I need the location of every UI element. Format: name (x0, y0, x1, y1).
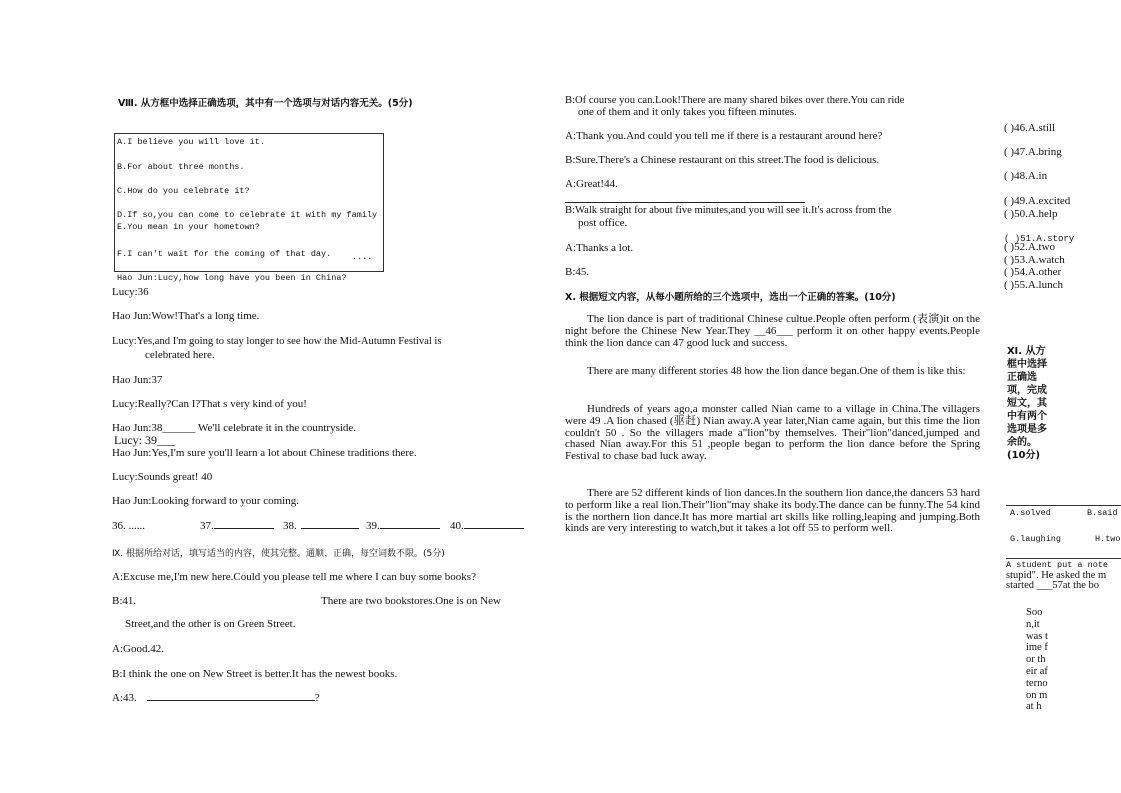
choice-46: ( )46.A.still (1004, 122, 1056, 134)
section-9-title: Ⅸ. 根据所给对话，填写适当的内容，使其完整。通顺、正确，每空词数不限。(5分) (112, 549, 445, 559)
option-d: D.If so,you can come to celebrate it with my family (117, 210, 378, 220)
options-rule (1006, 558, 1121, 559)
dialogue-line: Lucy:36 (112, 286, 149, 298)
option-said: B.said (1087, 508, 1118, 518)
answer-37: 37. (200, 520, 274, 532)
dialogue-line: Hao Jun:38______ We'll celebrate it in the countryside. (112, 422, 357, 434)
box-dots: .... (352, 252, 373, 262)
dialogue-line: Lucy:Really?Can I?That s very kind of you! (112, 398, 307, 410)
mid-line: post office. (578, 217, 628, 229)
mid-line: B:Sure.There's a Chinese restaurant on this street.The food is delicious. (565, 154, 880, 166)
options-rule (1006, 505, 1121, 506)
choice-49: ( )49.A.excited (1004, 195, 1071, 207)
story-line: started ___57at the bo (1006, 580, 1100, 591)
dialogue-line: Hao Jun:Yes,I'm sure you'll learn a lot about Chinese traditions there. (112, 447, 417, 459)
dialogue-line: Hao Jun:Lucy,how long have you been in China? (117, 273, 347, 283)
section-8-title: Ⅷ. 从方框中选择正确选项，其中有一个选项与对话内容无关。(5分) (118, 98, 413, 109)
passage-p1: The lion dance is part of traditional Chinese cultue.People often perform (表演)it on the night before the Chinese New Year.They __46___ perform it on other happy events.People think the lion dance can 47 good luck and success. (565, 313, 980, 349)
answer-38: 38. (283, 520, 359, 532)
choice-50: ( )50.A.help (1004, 208, 1058, 220)
dialogue-line: Hao Jun:Looking forward to your coming. (112, 495, 299, 507)
s9-line: There are two bookstores.One is on New (321, 595, 501, 607)
section-10-title: Ⅹ. 根据短文内容，从每小题所给的三个选项中，选出一个正确的答案。(10分) (565, 292, 896, 303)
dialogue-line: Lucy:Sounds great! 40 (112, 471, 213, 483)
s9-line: Street,and the other is on Green Street. (125, 618, 296, 630)
narrow-story-column: Soon,it was time for their afternoon mat h (1026, 607, 1048, 713)
option-laughing: G.laughing (1010, 534, 1062, 544)
s9-line: B:I think the one on New Street is better.It has the newest books. (112, 668, 398, 680)
s9-line: A:Excuse me,I'm new here.Could you please tell me where I can buy some books? (112, 571, 476, 583)
s9-line: A:43. ? (112, 692, 320, 704)
dialogue-line: Hao Jun:37 (112, 374, 163, 386)
answer-36: 36. ...... (112, 520, 145, 532)
s9-line: B:41. (112, 595, 137, 607)
section-11-title: Ⅺ. 从方框中选择正确选项，完成短文，其中有两个选项是多余的。(10分) (1007, 346, 1047, 461)
option-c: C.How do you celebrate it? (117, 186, 250, 196)
dialogue-line: Lucy: 39___ (114, 433, 175, 447)
mid-line: A:Thank you.And could you tell me if there is a restaurant around here? (565, 130, 883, 142)
choice-54: ( )54.A.other (1004, 266, 1062, 278)
passage-p3: Hundreds of years ago,a monster called Nian came to a village in China.The villagers were 49 .A lion chased (驱赶) Nian away.A year later,Nian came again, but this time the lion couldn't 50 . So the villagers made a"lion"by themselves. Their"lion"danced,jumped and chased Nian away.For this 51 ,people began to perform the lion dance before the Spring Festival to chase bad luck away. (565, 403, 980, 463)
option-two: H.two (1095, 534, 1121, 544)
choice-51: ( )51.A.story (1004, 234, 1075, 244)
option-f: F.I can't wait for the coming of that day. (117, 249, 332, 259)
answer-39: 39. (366, 520, 440, 532)
mid-line: A:Thanks a lot. (565, 242, 634, 254)
answer-40: 40. (450, 520, 524, 532)
option-solved: A.solved (1010, 508, 1051, 518)
choice-55: ( )55.A.lunch (1004, 279, 1063, 291)
story-line: stupid". He asked the m (1006, 570, 1107, 581)
story-line: A student put a note (1006, 560, 1109, 570)
passage-p4: There are 52 different kinds of lion dances.In the southern lion dance,the dancers 53 hard to perform like a real lion.Their"lion"may shake its body.The dance can be funny.The 54 kind is the northern lion dance.It has more martial art skills like rolling,leaping and jumping.Both kinds are very interesting to watch,but it takes a lot off 55 to perform well. (565, 487, 980, 535)
option-e: E.You mean in your hometown? (117, 222, 260, 232)
dialogue-line: celebrated here. (145, 349, 215, 361)
choice-52: ( )52.A.two (1004, 241, 1056, 253)
dialogue-line: Hao Jun:Wow!That's a long time. (112, 310, 260, 322)
s9-line: A:Good.42. (112, 643, 164, 655)
mid-line: B:Of course you can.Look!There are many shared bikes over there.You can ride (565, 95, 905, 106)
option-b: B.For about three months. (117, 162, 245, 172)
mid-line: one of them and it only takes you fifteen minutes. (578, 106, 797, 118)
choice-48: ( )48.A.in (1004, 170, 1048, 182)
mid-line: A:Great!44. (565, 178, 618, 190)
choice-47: ( )47.A.bring (1004, 146, 1062, 158)
passage-p2: There are many different stories 48 how the lion dance began.One of them is like this: (587, 365, 966, 377)
mid-line: B:45. (565, 266, 590, 278)
dialogue-line: Lucy:Yes,and I'm going to stay longer to see how the Mid-Autumn Festival is (112, 336, 442, 347)
choice-53: ( )53.A.watch (1004, 254, 1065, 266)
option-a: A.I believe you will love it. (117, 137, 265, 147)
mid-line: B:Walk straight for about five minutes,and you will see it.It's across from the (565, 205, 892, 216)
